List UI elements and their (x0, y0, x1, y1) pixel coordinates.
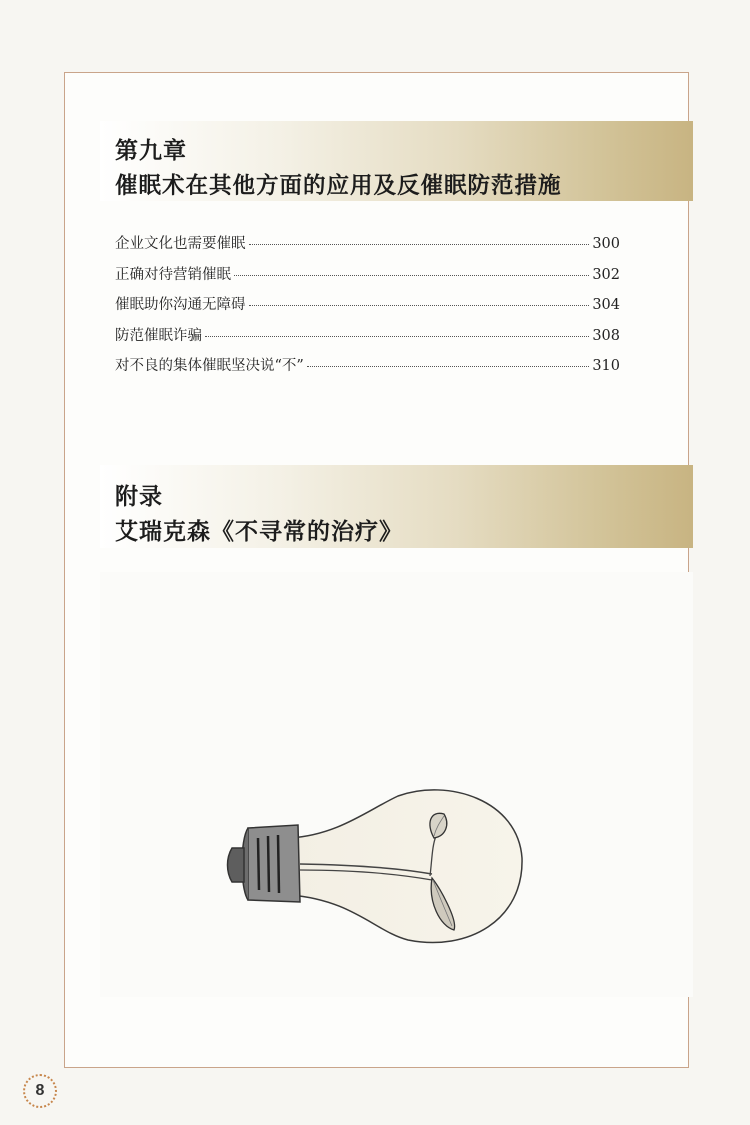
toc-leader-dots (249, 304, 590, 306)
page-number-badge: 8 (23, 1074, 57, 1108)
toc-entry-label: 对不良的集体催眠坚决说“不” (115, 358, 304, 374)
table-of-contents (115, 232, 620, 385)
toc-entry[interactable] (115, 263, 620, 294)
toc-entry-page: 304 (592, 297, 620, 313)
chapter-title: 催眠术在其他方面的应用及反催眠防范措施 (115, 173, 562, 199)
toc-entry-label: 企业文化也需要催眠 (115, 236, 246, 252)
toc-entry[interactable] (115, 354, 620, 385)
appendix-title: 艾瑞克森《不寻常的治疗》 (115, 519, 403, 545)
toc-entry-page: 308 (592, 327, 620, 344)
chapter-number: 第九章 (115, 138, 187, 164)
toc-leader-dots (205, 335, 589, 337)
toc-entry[interactable] (115, 324, 620, 355)
toc-entry[interactable] (115, 232, 620, 263)
lightbulb-sprout-icon (218, 780, 528, 960)
toc-leader-dots (234, 274, 589, 276)
toc-entry-label: 防范催眠诈骗 (115, 327, 202, 344)
toc-entry[interactable] (115, 293, 620, 324)
toc-entry-label: 催眠助你沟通无障碍 (115, 297, 246, 313)
toc-leader-dots (307, 365, 589, 367)
toc-entry-label: 正确对待营销催眠 (115, 266, 231, 283)
toc-entry-page: 302 (592, 266, 620, 283)
appendix-label: 附录 (115, 484, 163, 510)
toc-entry-page: 300 (592, 236, 620, 252)
toc-entry-page: 310 (592, 358, 620, 374)
toc-leader-dots (249, 243, 590, 245)
